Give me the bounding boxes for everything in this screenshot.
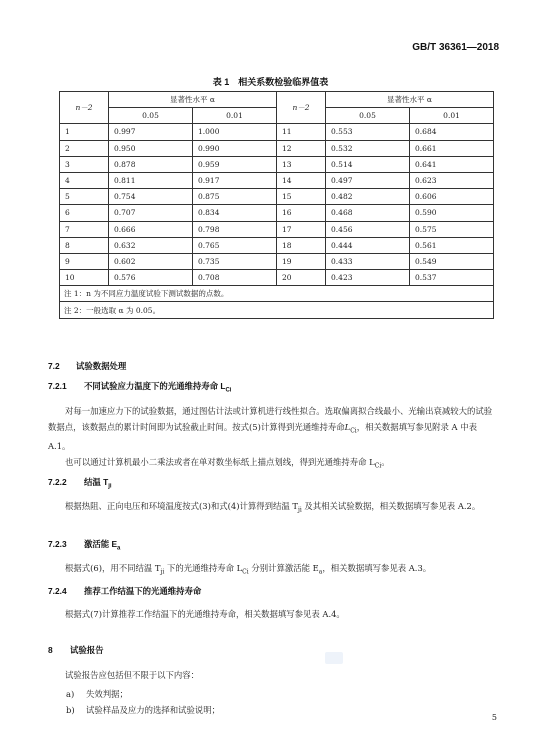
heading-7-2: 7.2 试验数据处理 — [48, 361, 127, 371]
cell-005: 0.666 — [109, 221, 193, 237]
standard-code: GB/T 36361—2018 — [412, 42, 499, 53]
list-item-a: a) 失效判据； — [66, 689, 128, 699]
cell-005: 0.482 — [326, 189, 410, 205]
cell-005: 0.514 — [326, 156, 410, 172]
cell-001: 0.708 — [193, 270, 277, 286]
cell-005: 0.576 — [109, 270, 193, 286]
heading-7-2-4: 7.2.4 推荐工作结温下的光通维持寿命 — [48, 586, 202, 596]
cell-n: 11 — [277, 124, 326, 140]
cell-n: 8 — [60, 237, 109, 253]
cell-001: 0.561 — [410, 237, 494, 253]
table-row — [60, 189, 494, 205]
significance-header-right: 显著性水平 α — [326, 92, 494, 108]
cell-n: 2 — [60, 140, 109, 156]
cell-n: 19 — [277, 253, 326, 269]
cell-005: 0.456 — [326, 221, 410, 237]
cell-001: 0.537 — [410, 270, 494, 286]
cell-001: 0.641 — [410, 156, 494, 172]
table-row — [60, 140, 494, 156]
table-row — [60, 172, 494, 188]
table-row — [60, 156, 494, 172]
cell-001: 0.606 — [410, 189, 494, 205]
cell-005: 0.444 — [326, 237, 410, 253]
alpha-005-right: 0.05 — [326, 108, 410, 124]
paragraph-7-2-4: 根据式(7)计算推荐工作结温下的光通维持寿命，相关数据填写参见表 A.4。 — [65, 609, 345, 619]
n-header-right: n－2 — [277, 92, 326, 124]
cell-005: 0.811 — [109, 172, 193, 188]
watermark-mark — [325, 652, 343, 664]
cell-005: 0.950 — [109, 140, 193, 156]
cell-n: 5 — [60, 189, 109, 205]
heading-8: 8 试验报告 — [48, 645, 104, 655]
cell-n: 17 — [277, 221, 326, 237]
cell-001: 0.834 — [193, 205, 277, 221]
cell-n: 12 — [277, 140, 326, 156]
cell-005: 0.468 — [326, 205, 410, 221]
table-note-row — [60, 286, 494, 302]
table-note-1: 注 1：n 为不同应力温度试验下测试数据的点数。 — [60, 286, 494, 302]
cell-001: 0.990 — [193, 140, 277, 156]
heading-7-2-3: 7.2.3 激活能 $E_a$ — [48, 539, 121, 552]
cell-005: 0.878 — [109, 156, 193, 172]
cell-005: 0.497 — [326, 172, 410, 188]
cell-n: 4 — [60, 172, 109, 188]
critical-value-table — [59, 91, 494, 319]
table-row — [60, 221, 494, 237]
cell-001: 0.959 — [193, 156, 277, 172]
paragraph-7-2-1-a: 对每一加速应力下的试验数据，通过图估计法或计算机进行线性拟合。选取偏离拟合线最小、光输出衰减较大的试验数据点，该数据点的累计时间即为试验截止时间。按式(5)计算得到光通维持寿命$L_{Ci}$，相关数据填写参见附录 A 中表 A.1。 — [48, 406, 493, 451]
cell-005: 0.602 — [109, 253, 193, 269]
paragraph-7-2-2: 根据热阻、正向电压和环境温度按式(3)和式(4)计算得到结温 $T_{ji}$ 及其相关试验数据，相关数据填写参见表 A.2。 — [65, 501, 481, 514]
cell-001: 0.875 — [193, 189, 277, 205]
cell-005: 0.632 — [109, 237, 193, 253]
n-header-left: n－2 — [60, 92, 109, 124]
table-row — [60, 270, 494, 286]
cell-005: 0.532 — [326, 140, 410, 156]
significance-header-left: 显著性水平 α — [109, 92, 277, 108]
cell-n: 20 — [277, 270, 326, 286]
paragraph-8: 试验报告应包括但不限于以下内容： — [65, 670, 199, 680]
cell-n: 3 — [60, 156, 109, 172]
cell-001: 0.549 — [410, 253, 494, 269]
page-number: 5 — [491, 713, 497, 722]
cell-001: 0.765 — [193, 237, 277, 253]
paragraph-7-2-3: 根据式(6)，用不同结温 $T_{ji}$ 下的光通维持寿命 $L_{Ci}$ 分别计算激活能 $E_a$，相关数据填写参见表 A.3。 — [65, 563, 432, 576]
cell-001: 0.590 — [410, 205, 494, 221]
cell-n: 14 — [277, 172, 326, 188]
table-row — [60, 205, 494, 221]
cell-005: 0.707 — [109, 205, 193, 221]
alpha-001-left: 0.01 — [193, 108, 277, 124]
cell-n: 18 — [277, 237, 326, 253]
cell-001: 0.684 — [410, 124, 494, 140]
cell-n: 9 — [60, 253, 109, 269]
heading-7-2-1: 7.2.1 不同试验应力温度下的光通维持寿命 $L_{Ci}$ — [48, 381, 232, 394]
cell-n: 13 — [277, 156, 326, 172]
cell-005: 0.553 — [326, 124, 410, 140]
cell-001: 0.661 — [410, 140, 494, 156]
cell-001: 0.798 — [193, 221, 277, 237]
table-note-row — [60, 302, 494, 318]
cell-n: 6 — [60, 205, 109, 221]
cell-001: 0.575 — [410, 221, 494, 237]
table-note-2: 注 2：一般选取 α 为 0.05。 — [60, 302, 494, 318]
cell-n: 15 — [277, 189, 326, 205]
cell-001: 0.735 — [193, 253, 277, 269]
list-item-b: b) 试验样品及应力的选择和试验说明； — [66, 705, 220, 715]
table-row — [60, 253, 494, 269]
cell-005: 0.433 — [326, 253, 410, 269]
cell-n: 1 — [60, 124, 109, 140]
alpha-005-left: 0.05 — [109, 108, 193, 124]
cell-005: 0.997 — [109, 124, 193, 140]
cell-n: 7 — [60, 221, 109, 237]
alpha-001-right: 0.01 — [410, 108, 494, 124]
cell-001: 0.917 — [193, 172, 277, 188]
table-header-row — [60, 92, 494, 108]
cell-n: 16 — [277, 205, 326, 221]
table-row — [60, 237, 494, 253]
table-row — [60, 124, 494, 140]
cell-001: 0.623 — [410, 172, 494, 188]
cell-005: 0.423 — [326, 270, 410, 286]
cell-005: 0.754 — [109, 189, 193, 205]
heading-7-2-2: 7.2.2 结温 $T_{ji}$ — [48, 477, 112, 490]
cell-n: 10 — [60, 270, 109, 286]
paragraph-7-2-1-b: 也可以通过计算机最小二乘法或者在单对数坐标纸上描点划线，得到光通维持寿命 $L_{Ci}$。 — [65, 457, 390, 470]
cell-001: 1.000 — [193, 124, 277, 140]
table-title: 表 1 相关系数检验临界值表 — [212, 77, 329, 87]
